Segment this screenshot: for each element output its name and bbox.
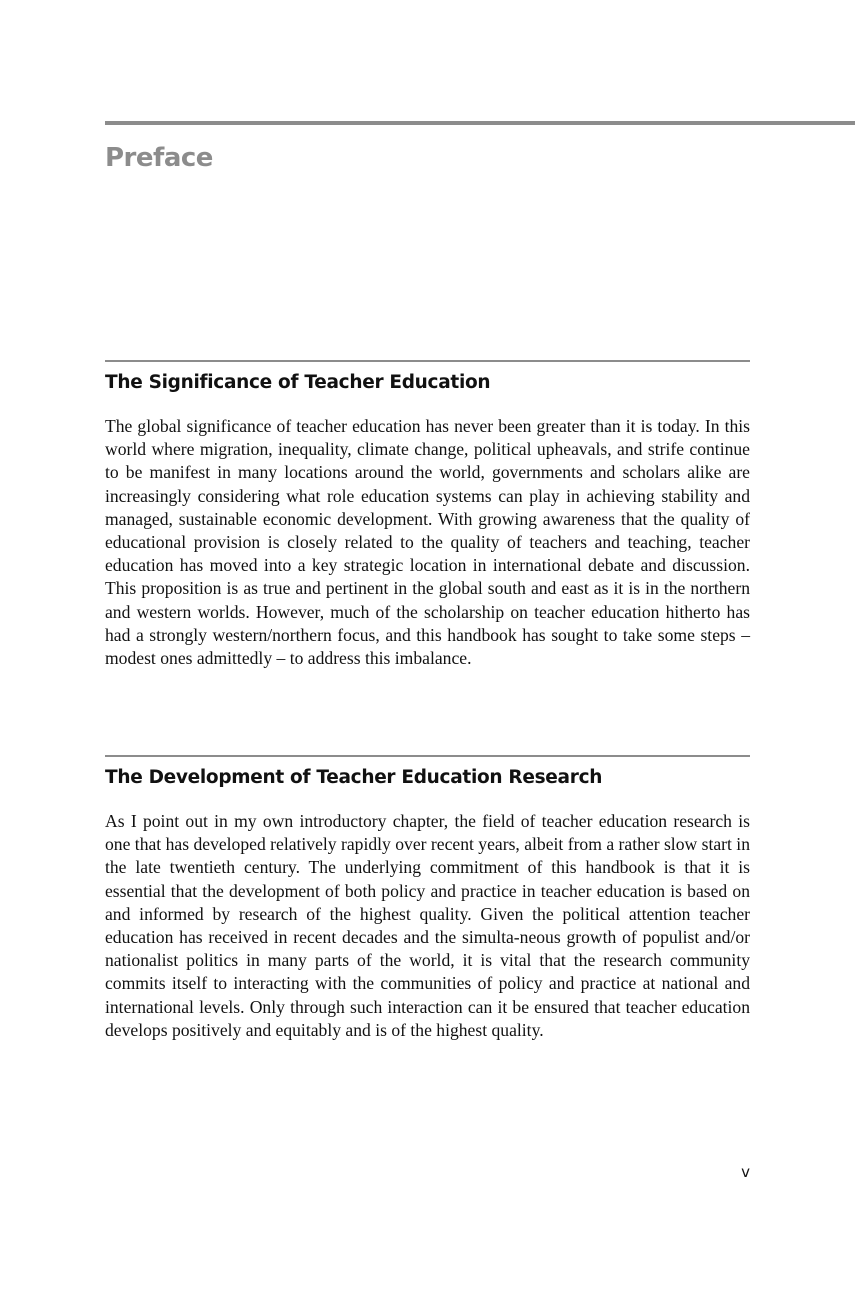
section-paragraph: As I point out in my own introductory chapter, the field of teacher education research is one that has developed relatively rapidly over recent years, albeit from a rather slow start in the late twentieth century. The underlying commitment of this handbook is that it is essential that the development of both policy and practice in teacher education is based on and informed by research of the highest quality. Given the political attention teacher education has received in recent decades and the simulta-neous growth of populist and/or nationalist politics in many parts of the world, it is vital that the research community commits itself to interacting with the communities of policy and practice at national and international levels. Only through such interaction can it be ensured that teacher education develops positively and equitably and is of the highest quality. (105, 811, 750, 1040)
section-divider (105, 755, 750, 757)
section-development (105, 755, 750, 1042)
section-significance (105, 360, 750, 670)
page-number: v (741, 1163, 750, 1181)
section-heading: The Significance of Teacher Education (105, 372, 491, 393)
chapter-title: Preface (105, 143, 213, 173)
section-paragraph: The global significance of teacher education has never been greater than it is today. In this world where migration, inequality, climate change, political upheavals, and strife continue to be manifest in many locations around the world, governments and scholars alike are increasingly considering what role education systems can play in achieving stability and managed, sustainable economic development. With growing awareness that the quality of educational provision is closely related to the quality of teachers and teaching, teacher education has moved into a key strategic location in international debate and discussion. This proposition is as true and pertinent in the global south and east as it is in the northern and western worlds. However, much of the scholarship on teacher education hitherto has had a strongly western/northern focus, and this handbook has sought to take some steps – modest ones admittedly – to address this imbalance. (105, 416, 750, 669)
chapter-top-rule (105, 121, 855, 125)
section-heading: The Development of Teacher Education Research (105, 767, 603, 788)
section-divider (105, 360, 750, 362)
